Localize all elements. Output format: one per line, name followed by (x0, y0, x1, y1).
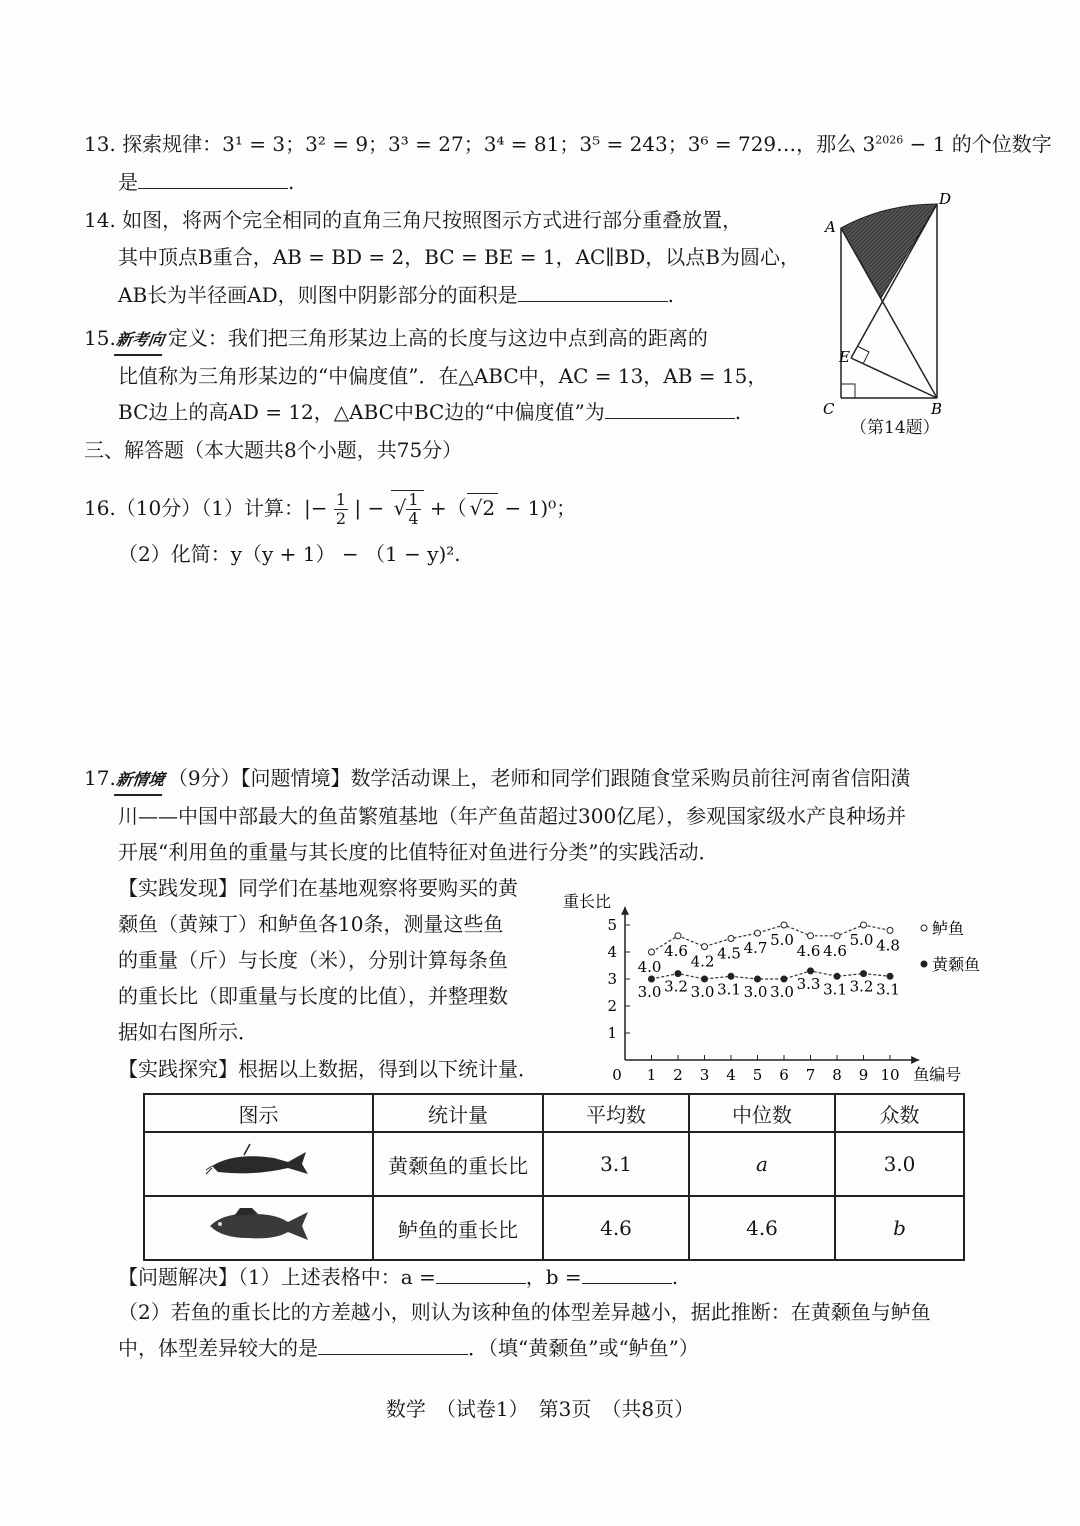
data-label: 4.5 (717, 944, 741, 963)
label-C: C (823, 400, 835, 416)
header-cell: 众数 (835, 1094, 964, 1132)
segment-EB (851, 358, 937, 398)
shaded-sector (841, 204, 937, 298)
legend-marker (921, 925, 927, 931)
data-point (834, 973, 840, 979)
sqrt-quarter: √ $\frac{1}{4}$ (391, 490, 424, 528)
label-D: D (939, 190, 952, 208)
q14-caption: （第14题） (850, 418, 940, 438)
data-point (728, 936, 734, 942)
data-point (861, 922, 867, 928)
legend-label: 黄颡鱼 (932, 955, 981, 974)
y-tick-label: 2 (607, 997, 617, 1015)
x-tick-label: 9 (858, 1066, 869, 1084)
answer-a-blank[interactable] (436, 1263, 526, 1284)
stat-name: 鲈鱼的重长比 (373, 1196, 543, 1260)
header-cell: 图示 (144, 1094, 373, 1132)
data-label: 4.6 (796, 941, 821, 960)
table-row (144, 1132, 964, 1196)
perch-image (144, 1196, 373, 1260)
data-point (808, 933, 814, 939)
origin-label: 0 (612, 1066, 622, 1084)
sqrt-two: √2 (467, 493, 498, 522)
q16-part1: 16.（10分）（1）计算：|− $\frac{1}{2}$ | − √ $\frac{1}{4}$ +（ √2 − 1)⁰； (84, 490, 577, 528)
new-context-tag: 新情境 (114, 766, 166, 796)
data-label: 4.7 (743, 939, 768, 958)
data-point (702, 976, 708, 982)
data-point (728, 973, 734, 979)
catfish-image (144, 1132, 373, 1196)
data-point (781, 922, 787, 928)
data-point (649, 976, 655, 982)
header-cell: 统计量 (373, 1094, 543, 1132)
y-tick-label: 3 (607, 970, 617, 988)
data-point (781, 976, 787, 982)
new-direction-tag: 新考向 (114, 326, 166, 356)
q17-solve2-line1: （2）若鱼的重长比的方差越小，则认为该种鱼的体型差异越小，据此推断：在黄颡鱼与鲈鱼 (118, 1300, 931, 1324)
x-tick-label: 7 (805, 1066, 816, 1084)
median-value: 4.6 (689, 1196, 835, 1260)
q17-line1: 17.新情境 （9分）【问题情境】数学活动课上，老师和同学们跟随食堂采购员前往河南省信阳潢 (84, 764, 911, 796)
data-point (887, 927, 893, 933)
data-point (834, 933, 840, 939)
data-point (755, 930, 761, 936)
mean-value: 4.6 (543, 1196, 689, 1260)
data-label: 4.2 (690, 952, 715, 971)
page-footer: 数学 （试卷1） 第3页 （共8页） (385, 1397, 695, 1421)
section-3-heading: 三、解答题（本大题共8个小题，共75分） (84, 438, 463, 462)
q14-answer-blank[interactable] (518, 281, 668, 302)
data-label: 3.0 (743, 983, 768, 1001)
q16-part2: （2）化简：y（y + 1） − （1 − y)². (118, 542, 461, 566)
header-cell: 中位数 (689, 1094, 835, 1132)
x-tick-label: 3 (699, 1066, 710, 1084)
data-label: 5.0 (849, 931, 874, 949)
data-label: 4.0 (637, 958, 662, 976)
right-angle-C (841, 384, 855, 398)
answer-fish-blank[interactable] (318, 1334, 468, 1355)
data-point (755, 976, 761, 982)
q15-line1: 15.新考向 定义：我们把三角形某边上高的长度与这边中点到高的距离的 (84, 324, 708, 356)
y-tick-label: 5 (607, 916, 617, 934)
statistics-table (143, 1093, 965, 1261)
data-label: 3.2 (664, 977, 688, 996)
header-cell: 平均数 (543, 1094, 689, 1132)
q13-line2: 是 . (118, 170, 295, 194)
x-tick-label: 4 (726, 1066, 736, 1084)
data-point (808, 968, 814, 974)
data-point (861, 971, 867, 977)
x-tick-label: 10 (880, 1066, 900, 1084)
answer-b-blank[interactable] (582, 1263, 672, 1284)
q13-expression: $3^{2026} - 1$ 的个位数字 (862, 132, 1052, 156)
q13-answer-blank[interactable] (138, 168, 288, 189)
q17-line3: 开展“利用鱼的重量与其长度的比值特征对鱼进行分类”的实践活动． (118, 840, 719, 864)
mode-value: b (835, 1196, 964, 1260)
median-value: a (689, 1132, 835, 1196)
x-tick-label: 1 (646, 1066, 657, 1084)
data-label: 3.1 (876, 980, 900, 999)
q17-discover-5: 据如右图所示． (118, 1020, 258, 1044)
x-tick-label: 5 (752, 1066, 763, 1084)
data-point (675, 971, 681, 977)
q15-answer-blank[interactable] (605, 398, 735, 419)
q15-line2: 比值称为三角形某边的“中偏度值”．在△ABC中，AC = 13，AB = 15， (118, 364, 768, 388)
data-point (702, 944, 708, 950)
table-row (144, 1196, 964, 1260)
q17-solve2-line2: 中，体型差异较大的是 ．（填“黄颡鱼”或“鲈鱼”） (118, 1336, 699, 1360)
label-A: A (825, 218, 836, 236)
mode-value: 3.0 (835, 1132, 964, 1196)
data-label: 5.0 (770, 931, 794, 949)
legend-label: 鲈鱼 (932, 919, 965, 938)
x-tick-label: 2 (673, 1066, 683, 1084)
table-header-row (144, 1094, 964, 1132)
data-label: 4.8 (876, 936, 900, 955)
mean-value: 3.1 (543, 1132, 689, 1196)
data-point (887, 973, 893, 979)
label-B: B (931, 400, 943, 416)
x-axis-label: 鱼编号 (913, 1065, 962, 1084)
x-axis-arrow (911, 1056, 919, 1064)
q14-line1: 14. 如图，将两个完全相同的直角三角尺按照图示方式进行部分重叠放置， (84, 208, 743, 232)
data-label: 4.6 (664, 941, 688, 960)
data-point (649, 949, 655, 955)
q17-line2: 川——中国中部最大的鱼苗繁殖基地（年产鱼苗超过300亿尾），参观国家级水产良种场并 (118, 804, 907, 828)
data-label: 3.1 (717, 980, 741, 999)
q17-discover-2: 颡鱼（黄辣丁）和鲈鱼各10条，测量这些鱼 (118, 912, 504, 936)
q14-line2: 其中顶点B重合，AB = BD = 2，BC = BE = 1，AC∥BD，以点B为圆心， (118, 245, 800, 269)
q17-solve1: 【问题解决】（1）上述表格中：a = ，b = . (118, 1265, 679, 1289)
q13-line1: 13. 探索规律：3¹ = 3；3² = 9；3³ = 27；3⁴ = 81；3⁵ = 243；3⁶ = 729…，那么 $3^{2026} - 1$ 的个位数字 (84, 132, 1052, 156)
ratio-line-chart (560, 864, 1000, 1092)
q14-line3: AB长为半径画AD，则图中阴影部分的面积是 . (118, 283, 674, 307)
stat-name: 黄颡鱼的重长比 (373, 1132, 543, 1196)
data-label: 3.1 (823, 980, 847, 999)
legend-marker (921, 961, 927, 967)
q17-discover-1: 【实践发现】同学们在基地观察将要购买的黄 (118, 876, 518, 900)
data-point (675, 933, 681, 939)
y-tick-label: 4 (607, 943, 617, 961)
q17-explore: 【实践探究】根据以上数据，得到以下统计量． (118, 1057, 538, 1081)
data-label: 3.0 (637, 983, 662, 1001)
q17-discover-4: 的重长比（即重量与长度的比值），并整理数 (118, 984, 508, 1008)
data-label: 3.2 (849, 977, 874, 996)
fraction-half: $\frac{1}{2}$ (335, 490, 347, 528)
y-axis-label: 重长比 (563, 891, 612, 911)
x-tick-label: 8 (832, 1066, 842, 1084)
data-label: 3.0 (690, 983, 715, 1001)
x-tick-label: 6 (779, 1066, 789, 1084)
label-E: E (839, 348, 850, 366)
data-label: 4.6 (823, 941, 847, 960)
y-tick-label: 1 (607, 1024, 617, 1042)
q15-line3: BC边上的高AD = 12，△ABC中BC边的“中偏度值”为 . (118, 400, 742, 424)
data-label: 3.3 (796, 974, 821, 993)
y-axis-arrow (621, 907, 629, 915)
q17-discover-3: 的重量（斤）与长度（米），分别计算每条鱼 (118, 948, 508, 972)
data-label: 3.0 (770, 983, 794, 1001)
q14-figure (815, 186, 965, 416)
